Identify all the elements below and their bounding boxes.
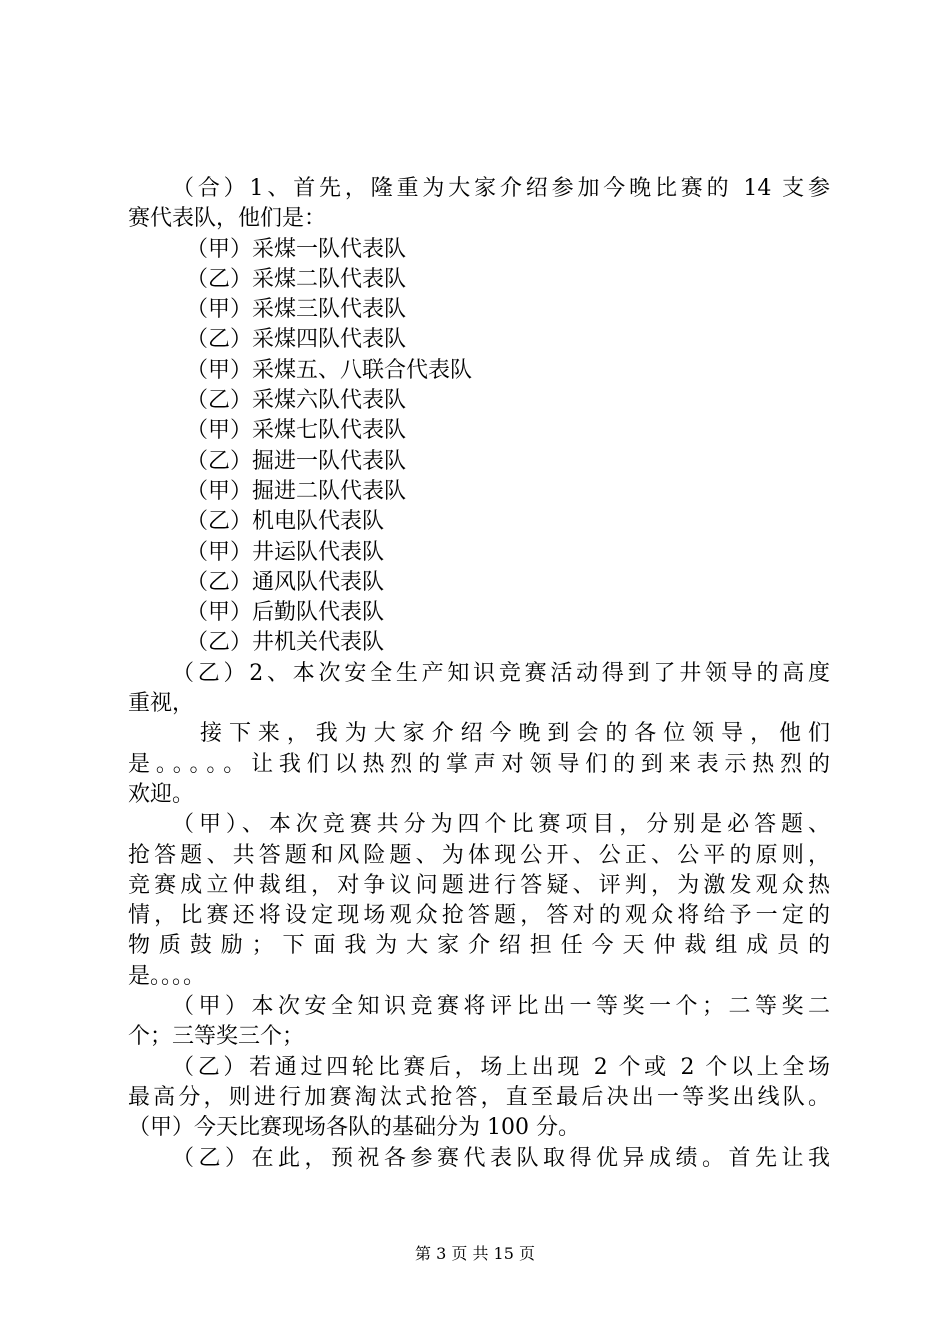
team-item: （甲）井运队代表队 <box>186 539 385 565</box>
paragraph-line: （乙）2、本次安全生产知识竞赛活动得到了井领导的高度 <box>172 660 830 686</box>
paragraph-line: 个；三等奖三个； <box>128 1024 305 1050</box>
paragraph-line: （乙）若通过四轮比赛后，场上出现 2 个或 2 个以上全场 <box>172 1054 830 1080</box>
intro-line: 赛代表队，他们是： <box>128 206 327 232</box>
intro-line: （合）1、首先，隆重为大家介绍参加今晚比赛的 14 支参 <box>172 176 830 201</box>
team-item: （乙）通风队代表队 <box>186 569 385 595</box>
paragraph-line: 欢迎。 <box>128 781 195 807</box>
paragraph-line: 物质鼓励；下面我为大家介绍担任今天仲裁组成员的 <box>128 933 830 959</box>
paragraph-line: 最高分，则进行加赛淘汰式抢答，直至最后决出一等奖出线队。 <box>128 1084 830 1110</box>
team-item: （甲）采煤一队代表队 <box>186 236 407 262</box>
team-item: （甲）采煤七队代表队 <box>186 418 407 444</box>
paragraph-line: （甲）、本次竞赛共分为四个比赛项目，分别是必答题、 <box>172 812 830 838</box>
team-item: （乙）采煤六队代表队 <box>186 388 407 414</box>
team-list <box>128 235 830 659</box>
paragraph-line: 重视， <box>128 691 195 717</box>
paragraph-line: （乙）在此，预祝各参赛代表队取得优异成绩。首先让我 <box>172 1145 830 1171</box>
paragraph-line: 抢答题、共答题和风险题、为体现公开、公正、公平的原则， <box>128 842 830 868</box>
team-item: （甲）采煤三队代表队 <box>186 297 407 323</box>
team-item: （乙）采煤二队代表队 <box>186 266 407 292</box>
paragraph-line: 竞赛成立仲裁组，对争议问题进行答疑、评判，为激发观众热 <box>128 872 830 898</box>
paragraph-line: （甲）本次安全知识竞赛将评比出一等奖一个；二等奖二 <box>172 994 830 1020</box>
team-item: （甲）后勤队代表队 <box>186 600 385 626</box>
paragraph-line: 接下来，我为大家介绍今晚到会的各位领导，他们 <box>200 721 830 747</box>
team-item: （乙）井机关代表队 <box>186 630 385 656</box>
team-item: （乙）采煤四队代表队 <box>186 327 407 353</box>
document-body <box>128 174 830 1174</box>
team-item: （乙）掘进一队代表队 <box>186 448 407 474</box>
paragraph-line: 是。。。。。让我们以热烈的掌声对领导们的到来表示热烈的 <box>128 751 830 777</box>
paragraph-line: （甲）今天比赛现场各队的基础分为 100 分。 <box>128 1115 580 1141</box>
team-item: （甲）掘进二队代表队 <box>186 478 407 504</box>
page-number-footer: 第 3 页 共 15 页 <box>415 1244 535 1263</box>
paragraph-line: 是。。。。 <box>128 963 206 989</box>
team-item: （乙）机电队代表队 <box>186 509 385 535</box>
paragraph-line: 情，比赛还将设定现场观众抢答题，答对的观众将给予一定的 <box>128 903 830 929</box>
team-item: （甲）采煤五、八联合代表队 <box>186 357 473 383</box>
